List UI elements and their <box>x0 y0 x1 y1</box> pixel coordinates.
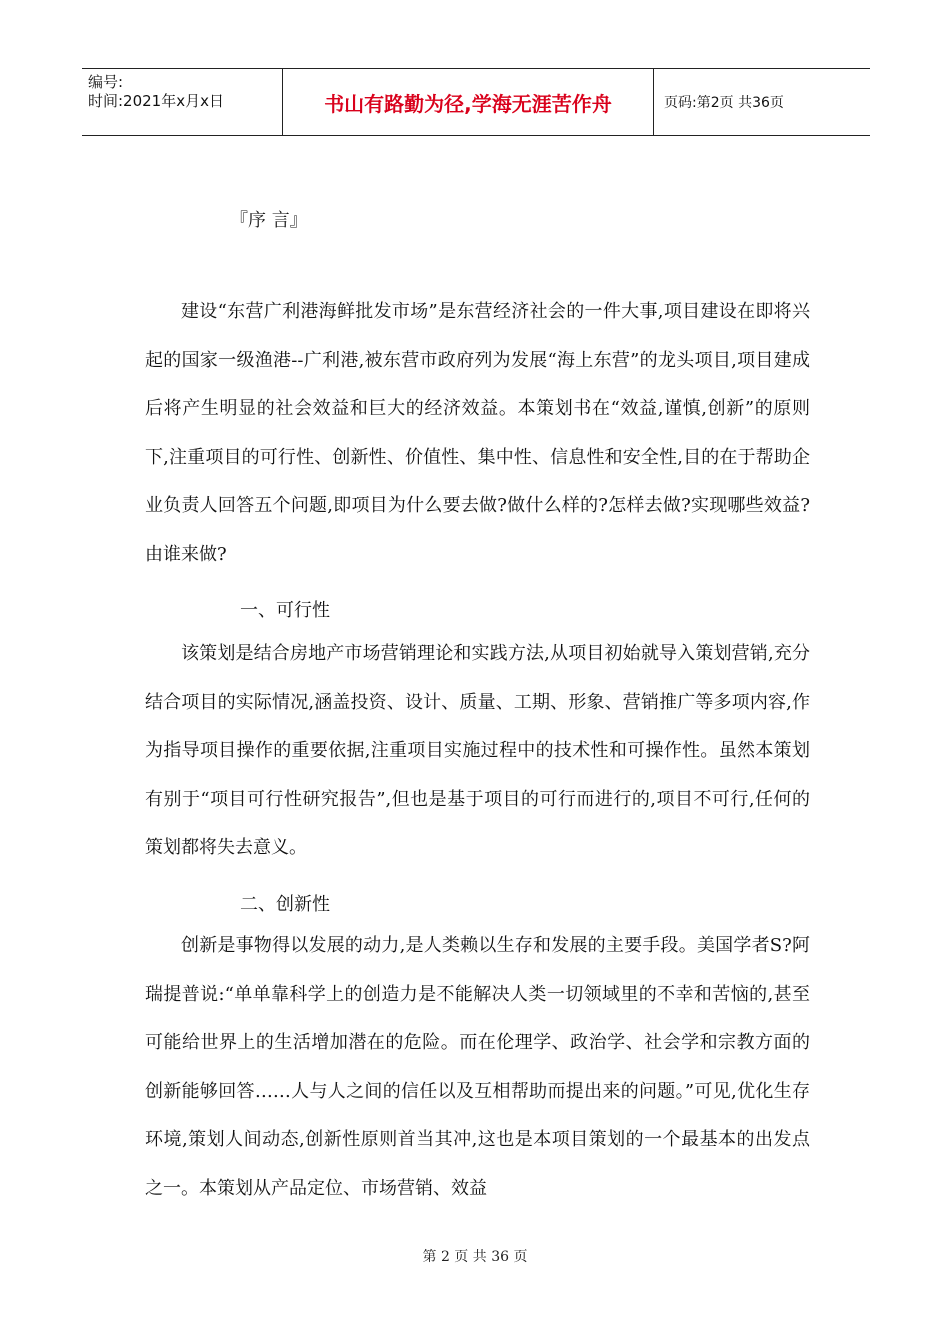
paragraph-innovation: 创新是事物得以发展的动力,是人类赖以生存和发展的主要手段。美国学者S?阿瑞提普说:“单单靠科学上的创造力是不能解决人类一切领域里的不幸和苦恼的,甚至可能给世界上的生活增加潜在的危险。而在伦理学、政治学、社会学和宗教方面的创新能够回答……人与人之间的信任以及互相帮助而提出来的问题。”可见,优化生存环境,策划人间动态,创新性原则首当其冲,这也是本项目策划的一个最基本的出发点之一。本策划从产品定位、市场营销、效益 <box>145 935 810 1199</box>
header-meta <box>82 69 282 135</box>
paragraph-feasibility: 该策划是结合房地产市场营销理论和实践方法,从项目初始就导入策划营销,充分结合项目的实际情况,涵盖投资、设计、质量、工期、形象、营销推广等多项内容,作为指导项目操作的重要依据,注重项目实施过程中的技术性和可操作性。虽然本策划有别于“项目可行性研究报告”,但也是基于项目的可行而进行的,项目不可行,任何的策划都将失去意义。 <box>145 643 810 859</box>
number-label: 编号: <box>88 73 124 91</box>
section-heading-feasibility: 一、可行性 <box>240 600 330 621</box>
page-footer: 第 2 页 共 36 页 <box>422 1249 528 1265</box>
date-label: 时间:2021年x月x日 <box>88 92 224 110</box>
header-page-info: 页码:第2页 共36页 <box>664 95 784 111</box>
header-motto: 书山有路勤为径,学海无涯苦作舟 <box>282 69 654 135</box>
page-header <box>82 68 870 136</box>
section-heading-innovation: 二、创新性 <box>240 894 330 915</box>
preface-title: 『序 言』 <box>230 210 308 231</box>
paragraph-intro: 建设“东营广利港海鲜批发市场”是东营经济社会的一件大事,项目建设在即将兴起的国家一级渔港--广利港,被东营市政府列为发展“海上东营”的龙头项目,项目建成后将产生明显的社会效益和巨大的经济效益。本策划书在“效益,谨慎,创新”的原则下,注重项目的可行性、创新性、价值性、集中性、信息性和安全性,目的在于帮助企业负责人回答五个问题,即项目为什么要去做?做什么样的?怎样去做?实现哪些效益?由谁来做? <box>145 301 810 565</box>
